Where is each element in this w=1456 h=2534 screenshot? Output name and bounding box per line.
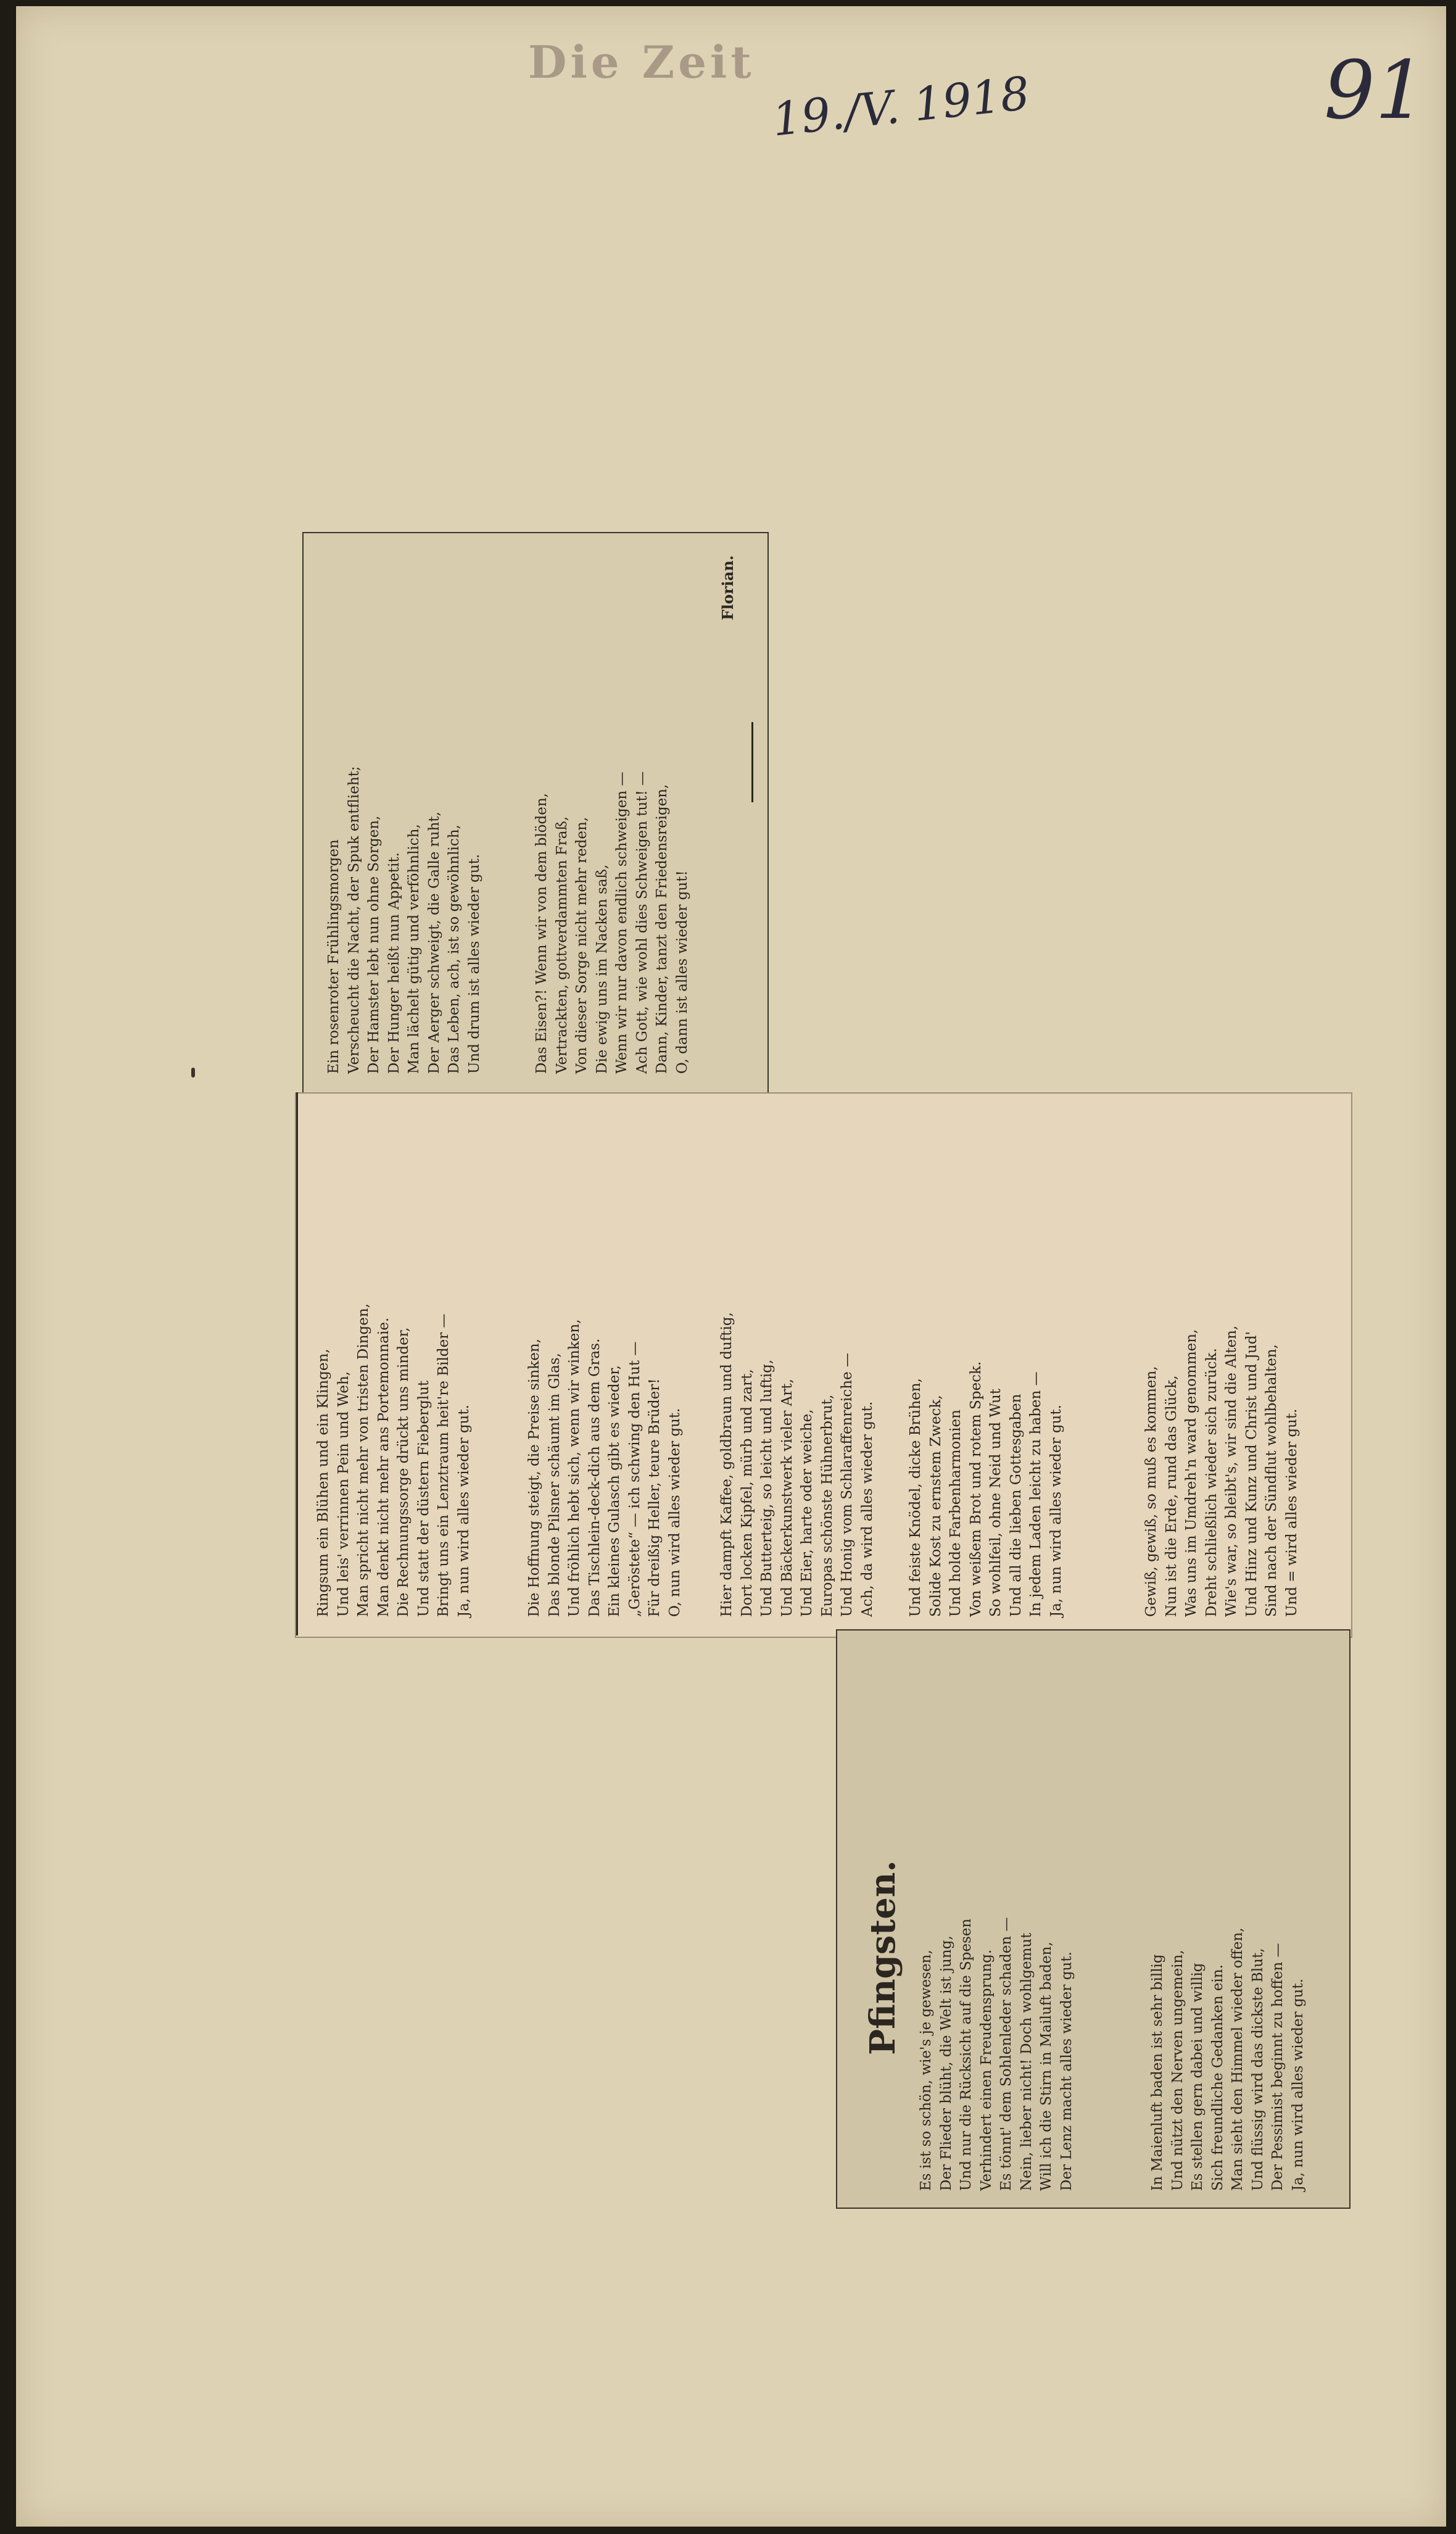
poem-line: Und Hinz und Kunz und Christ und Jud' — [1243, 1331, 1260, 1617]
poem-line: Ja, nun wird alles wieder gut. — [455, 1405, 472, 1617]
poem-line: Dann, Kinder, tanzt den Friedensreigen, — [654, 784, 670, 1074]
poem-line: Ein rosenroter Frühlingsmorgen — [326, 839, 342, 1074]
poem-top-stanza-1 — [324, 766, 484, 1074]
poem-bottom-stanza-2 — [1148, 1927, 1308, 2191]
poem-line: Das blonde Pilsner schäumt im Glas, — [546, 1353, 563, 1617]
poem-line: Der Flieder blüht, die Welt ist jung, — [938, 1935, 954, 2191]
poem-line: Der Lenz macht alles wieder gut. — [1058, 1951, 1075, 2191]
handwritten-date: 19./V. 1918 — [769, 67, 1032, 147]
poem-middle-stanza-3 — [717, 1312, 877, 1617]
poem-line: Ach Gott, wie wohl dies Schweigen tut! — — [634, 771, 650, 1074]
poem-line: Europas schönste Hühnerbrut, — [819, 1394, 835, 1617]
poem-line: Die Rechnungssorge drückt uns minder, — [395, 1327, 412, 1617]
signature: Florian. — [719, 555, 737, 620]
poem-line: Und all die lieben Gottesgaben — [1007, 1394, 1024, 1617]
poem-line: In jedem Laden leicht zu haben — — [1028, 1371, 1044, 1617]
poem-line: Vertrackten, gottverdammten Fraß, — [553, 816, 570, 1074]
poem-line: Und nur die Rücksicht auf die Spesen — [958, 1918, 974, 2191]
poem-top-stanza-2 — [532, 771, 692, 1074]
poem-line: Von dieser Sorge nicht mehr reden, — [574, 816, 590, 1074]
poem-line: Solide Kost zu ernstem Zweck, — [927, 1395, 944, 1617]
poem-line: Die ewig uns im Nacken saß, — [594, 864, 610, 1074]
poem-line: Dort locken Kipfel, mürb und zart, — [738, 1369, 755, 1617]
poem-line: Wie's war, so bleibt's, wir sind die Alten, — [1223, 1325, 1239, 1617]
poem-line: Man spricht nicht mehr von tristen Dingen, — [355, 1303, 371, 1617]
poem-line: Das Tischlein-deck-dich aus dem Gras. — [586, 1338, 603, 1617]
poem-line: Und drum ist alles wieder gut. — [466, 854, 482, 1074]
poem-line: Nein, lieber nicht! Doch wohlgemut — [1018, 1932, 1035, 2191]
poem-bottom-stanza-1 — [916, 1917, 1077, 2191]
poem-line: Von weißem Brot und rotem Speck. — [967, 1361, 984, 1617]
poem-line: Und Eier, harte oder weiche, — [799, 1409, 815, 1617]
poem-line: Und Honig vom Schlaraffenreiche — — [839, 1353, 855, 1617]
poem-line: Bringt uns ein Lenztraum heit're Bilder — — [436, 1313, 452, 1617]
poem-line: O, dann ist alles wieder gut! — [674, 870, 690, 1074]
poem-line: Der Aerger schweigt, die Galle ruht, — [426, 812, 442, 1074]
poem-middle-stanza-1 — [313, 1303, 474, 1617]
poem-line: Und statt der düstern Fieberglut — [415, 1380, 432, 1617]
poem-middle-stanza-5 — [1141, 1326, 1302, 1617]
poem-line: Will ich die Stirn in Mailuft baden, — [1038, 1942, 1054, 2191]
poem-line: Ach, da wird alles wieder gut. — [859, 1401, 875, 1617]
poem-line: Und = wird alles wieder gut. — [1283, 1408, 1300, 1617]
poem-line: Und Bäckerkunstwerk vieler Art, — [779, 1379, 795, 1617]
poem-line: Und Butterteig, so leicht und luftig, — [759, 1359, 775, 1617]
poem-line: Wenn wir nur davon endlich schweigen — — [614, 771, 630, 1074]
poem-line: Sind nach der Sündflut wohlbehalten, — [1264, 1344, 1280, 1617]
poem-line: Gewiß, gewiß, so muß es kommen, — [1143, 1366, 1159, 1617]
poem-line: Die Hoffnung steigt, die Preise sinken, — [526, 1339, 542, 1617]
poem-line: Man sieht den Himmel wieder offen, — [1230, 1927, 1246, 2191]
poem-line: Ja, nun wird alles wieder gut. — [1048, 1405, 1064, 1617]
newspaper-stamp: Die Zeit — [528, 36, 755, 88]
poem-line: Es tönnt' dem Sohlenleder schaden — — [998, 1917, 1014, 2191]
poem-line: In Maienluft baden ist sehr billig — [1149, 1954, 1165, 2191]
poem-line: Ein kleines Gulasch gibt es wieder, — [606, 1365, 623, 1617]
poem-line: Und feiste Knödel, dicke Brühen, — [908, 1378, 924, 1617]
poem-line: Und fröhlich hebt sich, wenn wir winken, — [566, 1319, 582, 1617]
clipping-left-edge — [296, 1092, 298, 1635]
poem-line: Der Pessimist beginnt zu hoffen — — [1270, 1943, 1286, 2191]
poem-line: Man denkt nicht mehr ans Portemonnaie. — [375, 1317, 392, 1617]
divider-line — [751, 722, 753, 802]
poem-line: Und leis' verrinnen Pein und Weh, — [335, 1371, 352, 1617]
poem-line: Man lächelt gütig und verföhnlich, — [406, 824, 422, 1074]
poem-line: O, nun wird alles wieder gut. — [666, 1408, 683, 1617]
poem-line: Nun ist die Erde, rund das Glück, — [1163, 1375, 1180, 1617]
poem-line: Und flüssig wird das dickste Blut, — [1249, 1948, 1266, 2191]
poem-line: Verscheucht die Nacht, der Spuk entflieht; — [345, 766, 362, 1074]
poem-line: Sich freundliche Gedanken ein. — [1209, 1964, 1226, 2191]
poem-line: Das Eisen?! Wenn wir von dem blöden, — [534, 793, 550, 1074]
poem-line: Der Hamster lebt nun ohne Sorgen, — [366, 815, 382, 1074]
poem-line: „Geröstete“ — ich schwing den Hut — — [626, 1341, 643, 1617]
poem-line: Ja, nun wird alles wieder gut. — [1289, 1979, 1306, 2191]
poem-line: Und holde Farbenharmonien — [948, 1410, 964, 1617]
poem-line: Es stellen gern dabei und willig — [1189, 1963, 1206, 2191]
poem-line: Ringsum ein Blühen und ein Klingen, — [315, 1348, 331, 1617]
handwritten-page-number: 91 — [1324, 43, 1426, 137]
poem-middle-stanza-4 — [906, 1361, 1066, 1617]
poem-line: Hier dampft Kaffee, goldbraun und duftig, — [719, 1312, 735, 1617]
poem-line: Verhindert einen Freudensprung. — [978, 1949, 995, 2191]
poem-line: So wohlfeil, ohne Neid und Wut — [988, 1388, 1004, 1617]
poem-line: Der Hunger heißt nun Appetit. — [386, 852, 402, 1074]
poem-line: Das Leben, ach, ist so gewöhnlich, — [446, 825, 462, 1074]
poem-line: Was uns im Umdreh'n ward genommen, — [1183, 1329, 1199, 1617]
poem-line: Es ist so schön, wie's je gewesen, — [918, 1950, 934, 2191]
ink-mark — [191, 1068, 195, 1078]
poem-middle-stanza-2 — [524, 1319, 685, 1617]
poem-line: Und nützt den Nerven ungemein, — [1169, 1950, 1186, 2191]
poem-title: Pfingsten. — [862, 1860, 903, 2055]
poem-line: Dreht schließlich wieder sich zurück. — [1203, 1348, 1220, 1617]
poem-line: Für dreißig Heller, teure Brüder! — [647, 1378, 663, 1617]
